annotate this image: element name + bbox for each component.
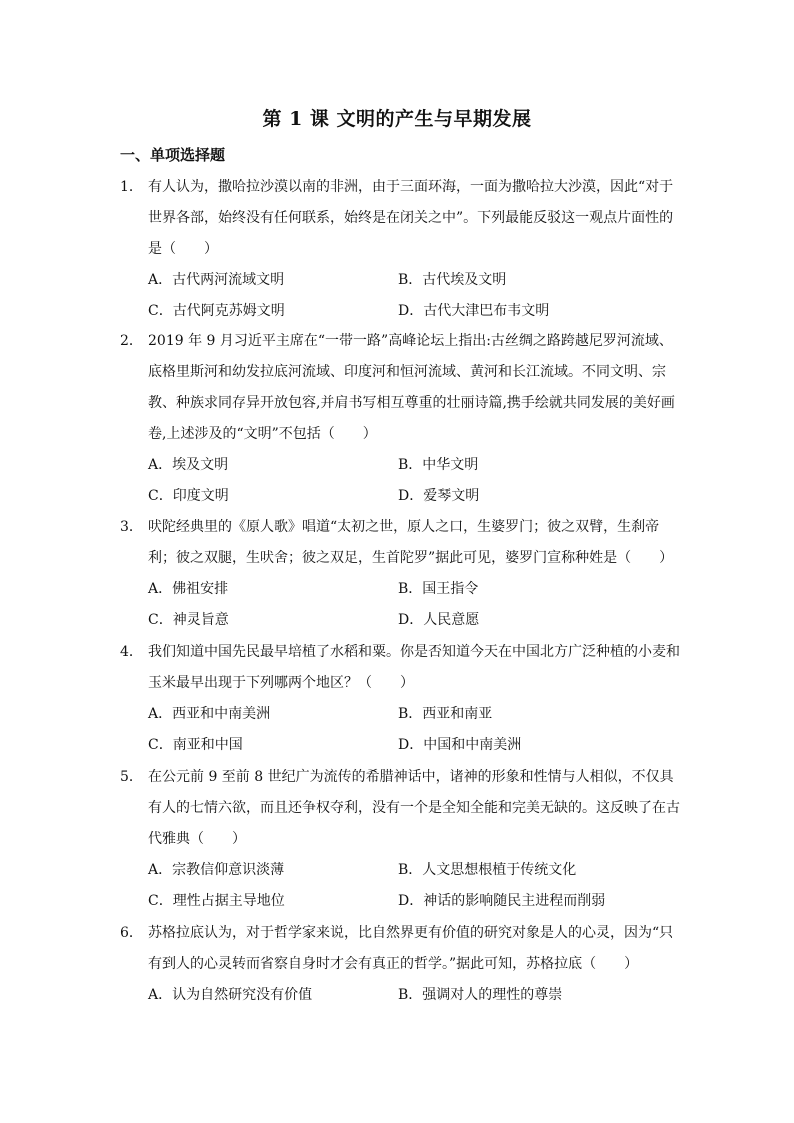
option-d: D．神话的影响随民主进程而削弱	[398, 893, 606, 909]
question-stem	[120, 326, 680, 450]
question-text: 2019 年 9 月习近平主席在“一带一路”高峰论坛上指出:古丝绸之路跨越尼罗河流域、底格里斯河和幼发拉底河流域、印度河和恒河流域、黄河和长江流域。不同文明、宗教、种族求同存异开放包容,并肩书写相互尊重的壮丽诗篇,携手绘就共同发展的美好画卷,上述涉及的“文明”不包括（ ）	[148, 333, 675, 442]
question-number: 3．	[120, 519, 143, 535]
option-d: D．人民意愿	[398, 612, 480, 628]
option-c: C．印度文明	[148, 488, 229, 504]
question-stem	[120, 762, 680, 855]
question-stem	[120, 512, 680, 574]
question-2	[120, 326, 680, 512]
options	[120, 855, 680, 917]
option-d: D．中国和中南美洲	[398, 737, 522, 753]
option-a: A．佛祖安排	[148, 581, 229, 597]
option-c: C．理性占据主导地位	[148, 893, 285, 909]
options	[120, 980, 680, 1011]
question-6	[120, 918, 680, 1011]
question-text: 我们知道中国先民最早培植了水稻和粟。你是否知道今天在中国北方广泛种植的小麦和玉米最早出现于下列哪两个地区？（ ）	[148, 644, 680, 691]
option-a: A．认为自然研究没有价值	[148, 987, 313, 1003]
question-number: 5．	[120, 769, 143, 785]
option-c: C．古代阿克苏姆文明	[148, 303, 285, 319]
option-c: C．神灵旨意	[148, 612, 229, 628]
section-heading: 一、单项选择题	[120, 146, 226, 164]
option-a: A．埃及文明	[148, 457, 229, 473]
question-number: 4．	[120, 644, 143, 660]
question-number: 2．	[120, 333, 143, 349]
question-1	[120, 172, 680, 327]
option-a: A．宗教信仰意识淡薄	[148, 862, 285, 878]
option-a: A．西亚和中南美洲	[148, 706, 271, 722]
question-number: 6．	[120, 925, 143, 941]
options	[120, 699, 680, 761]
option-b: B．古代埃及文明	[398, 272, 507, 288]
options	[120, 574, 680, 636]
option-d: D．爱琴文明	[398, 488, 480, 504]
option-b: B．国王指令	[398, 581, 479, 597]
options	[120, 450, 680, 512]
option-d: D．古代大津巴布韦文明	[398, 303, 550, 319]
question-5	[120, 762, 680, 917]
question-text: 在公元前 9 至前 8 世纪广为流传的希腊神话中，诸神的形象和性情与人相似，不仅具有人的七情六欲，而且还争权夺利，没有一个是全知全能和完美无缺的。这反映了在古代雅典（ ）	[148, 769, 680, 847]
page-title: 第 1 课 文明的产生与早期发展	[262, 108, 532, 130]
question-stem	[120, 637, 680, 699]
question-stem	[120, 918, 680, 980]
question-text: 吠陀经典里的《原人歌》唱道“太初之世，原人之口，生婆罗门；彼之双臂，生刹帝利；彼之双腿，生吠舍；彼之双足，生首陀罗”据此可见，婆罗门宣称种姓是（ ）	[148, 519, 674, 566]
option-b: B．强调对人的理性的尊崇	[398, 987, 563, 1003]
question-4	[120, 637, 680, 761]
option-b: B．西亚和南亚	[398, 706, 493, 722]
question-3	[120, 512, 680, 636]
question-text: 有人认为，撒哈拉沙漠以南的非洲，由于三面环海，一面为撒哈拉大沙漠，因此“对于世界各部，始终没有任何联系，始终是在闭关之中”。下列最能反驳这一观点片面性的是（ ）	[148, 179, 674, 257]
option-a: A．古代两河流域文明	[148, 272, 285, 288]
option-c: C．南亚和中国	[148, 737, 243, 753]
option-b: B．人文思想根植于传统文化	[398, 862, 577, 878]
question-text: 苏格拉底认为，对于哲学家来说，比自然界更有价值的研究对象是人的心灵，因为“只有到人的心灵转而省察自身时才会有真正的哲学。”据此可知，苏格拉底（ ）	[148, 925, 674, 972]
question-number: 1．	[120, 179, 143, 195]
option-b: B．中华文明	[398, 457, 479, 473]
options	[120, 265, 680, 327]
question-stem	[120, 172, 680, 265]
